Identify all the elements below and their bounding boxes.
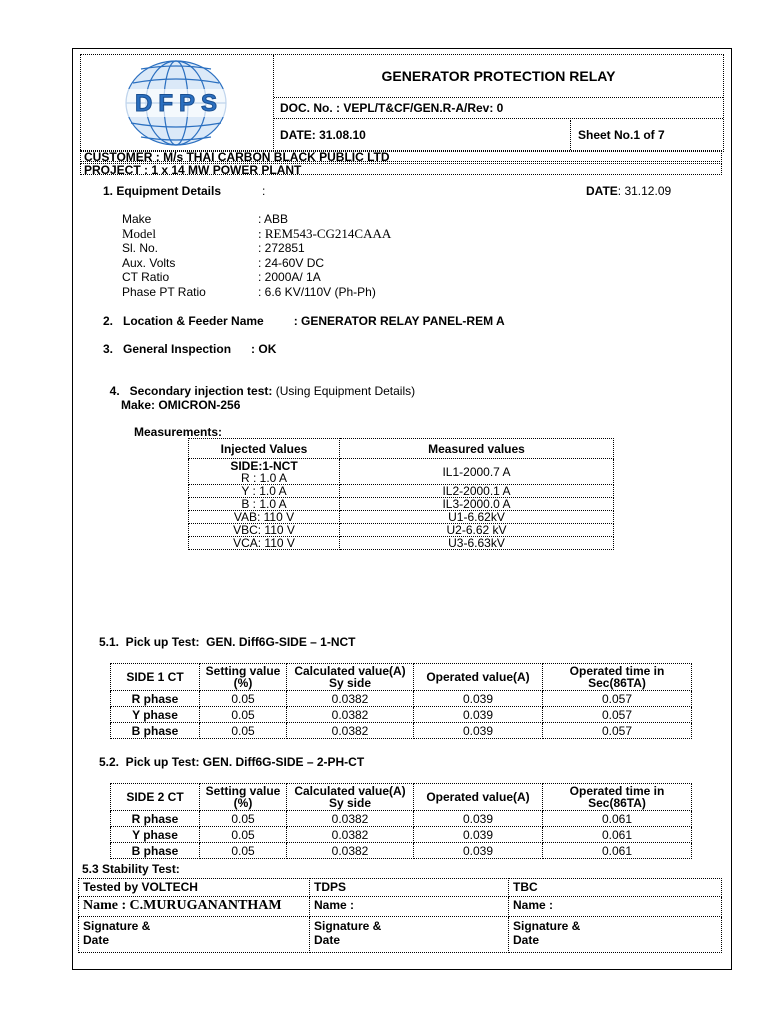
value-serial: : 272851 bbox=[258, 241, 305, 255]
cell-time: 0.057 bbox=[543, 691, 692, 707]
col-side: SIDE 1 CT bbox=[111, 664, 200, 691]
equipment-labels bbox=[122, 212, 206, 299]
signoff-tbc: TBC bbox=[509, 879, 722, 897]
tester-name: C.MURUGANANTHAM bbox=[129, 898, 282, 913]
location-feeder: 2. Location & Feeder Name : GENERATOR RELAY PANEL-REM A bbox=[103, 314, 505, 328]
cell-setting: 0.05 bbox=[200, 691, 287, 707]
cell-calculated: 0.0382 bbox=[287, 707, 414, 723]
header-date: DATE: 31.08.10 bbox=[274, 120, 571, 150]
stability-test-title: 5.3 Stability Test: bbox=[82, 862, 180, 876]
col-measured: Measured values bbox=[340, 439, 614, 459]
cell-setting: 0.05 bbox=[200, 723, 287, 739]
col-operated-time: Operated time in Sec(86TA) bbox=[543, 664, 692, 691]
doc-number: DOC. No. : VEPL/T&CF/GEN.R-A/Rev: 0 bbox=[274, 98, 723, 119]
col-side: SIDE 2 CT bbox=[111, 784, 200, 811]
col-operated: Operated value(A) bbox=[414, 664, 543, 691]
table-row bbox=[189, 524, 614, 537]
label-model: Model bbox=[122, 225, 156, 241]
col-calculated: Calculated value(A) Sy side bbox=[287, 784, 414, 811]
cell-measured: U1-6.62kV bbox=[340, 511, 614, 524]
cell-phase: R phase bbox=[111, 691, 200, 707]
logo-text: DFPS bbox=[134, 90, 223, 117]
cell-calculated: 0.0382 bbox=[287, 723, 414, 739]
secondary-injection-note: (Using Equipment Details) bbox=[272, 384, 416, 398]
cell-operated: 0.039 bbox=[414, 707, 543, 723]
pickup2-title: 5.2. Pick up Test: GEN. Diff6G-SIDE – 2-PH-CT bbox=[99, 755, 365, 769]
table-row bbox=[111, 691, 692, 707]
col-injected: Injected Values bbox=[189, 439, 340, 459]
signoff-table bbox=[78, 878, 722, 953]
cell-phase: Y phase bbox=[111, 827, 200, 843]
value-ct-ratio: : 2000A/ 1A bbox=[258, 270, 321, 284]
cell-injected: VAB: 110 V bbox=[189, 511, 340, 524]
cell-setting: 0.05 bbox=[200, 707, 287, 723]
label-aux-volts: Aux. Volts bbox=[122, 255, 176, 270]
signoff-name-3: Name : bbox=[509, 897, 722, 917]
col-operated: Operated value(A) bbox=[414, 784, 543, 811]
cell-phase: B phase bbox=[111, 843, 200, 859]
cell-operated: 0.039 bbox=[414, 691, 543, 707]
label-ct-ratio: CT Ratio bbox=[122, 270, 170, 284]
table-row bbox=[111, 707, 692, 723]
sig-line: Signature & bbox=[314, 919, 382, 933]
signoff-name-1 bbox=[79, 897, 310, 917]
cell-operated: 0.039 bbox=[414, 723, 543, 739]
table-row bbox=[189, 485, 614, 498]
signoff-sig-2 bbox=[310, 917, 509, 953]
document-title: GENERATOR PROTECTION RELAY bbox=[274, 55, 723, 98]
measurements-table bbox=[188, 438, 614, 550]
table-row bbox=[111, 827, 692, 843]
cell-operated: 0.039 bbox=[414, 843, 543, 859]
signoff-sig-3 bbox=[509, 917, 722, 953]
cell-calculated: 0.0382 bbox=[287, 691, 414, 707]
cell-injected: VCA: 110 V bbox=[189, 537, 340, 550]
cell-time: 0.061 bbox=[543, 827, 692, 843]
cell-injected: Y : 1.0 A bbox=[189, 485, 340, 498]
pickup2-table bbox=[110, 783, 692, 859]
cell-setting: 0.05 bbox=[200, 843, 287, 859]
table-row bbox=[189, 537, 614, 550]
cell-time: 0.061 bbox=[543, 843, 692, 859]
value-pt-ratio: : 6.6 KV/110V (Ph-Ph) bbox=[258, 284, 376, 299]
cell-setting: 0.05 bbox=[200, 811, 287, 827]
cell-injected: B : 1.0 A bbox=[189, 498, 340, 511]
make-omicron: Make: OMICRON-256 bbox=[121, 398, 241, 412]
cell-time: 0.057 bbox=[543, 723, 692, 739]
signoff-name-2: Name : bbox=[310, 897, 509, 917]
cell-measured: IL1-2000.7 A bbox=[340, 459, 614, 485]
cell-phase: R phase bbox=[111, 811, 200, 827]
col-calculated: Calculated value(A) Sy side bbox=[287, 664, 414, 691]
cell-injected: VBC: 110 V bbox=[189, 524, 340, 537]
sheet-number: Sheet No.1 of 7 bbox=[578, 128, 665, 142]
cell-measured: IL2-2000.1 A bbox=[340, 485, 614, 498]
col-setting: Setting value (%) bbox=[200, 784, 287, 811]
date-line: Date bbox=[83, 933, 110, 947]
cell-operated: 0.039 bbox=[414, 811, 543, 827]
company-logo bbox=[81, 55, 274, 151]
secondary-injection bbox=[103, 370, 415, 398]
equipment-values bbox=[258, 212, 391, 299]
cell-time: 0.061 bbox=[543, 811, 692, 827]
cell-operated: 0.039 bbox=[414, 827, 543, 843]
general-inspection: 3. General Inspection : OK bbox=[103, 342, 277, 356]
equipment-date-value: : 31.12.09 bbox=[617, 184, 672, 198]
signoff-tested-by: Tested by VOLTECH bbox=[79, 879, 310, 897]
value-make: : ABB bbox=[258, 212, 289, 226]
equipment-date-label: DATE bbox=[586, 184, 618, 198]
value-model: : REM543-CG214CAAA bbox=[258, 225, 392, 241]
cell-calculated: 0.0382 bbox=[287, 827, 414, 843]
equipment-date bbox=[586, 184, 671, 198]
customer-line: CUSTOMER : M/s THAI CARBON BLACK PUBLIC LTD bbox=[80, 150, 722, 162]
date-line: Date bbox=[513, 933, 540, 947]
table-row bbox=[189, 511, 614, 524]
measurements-title: Measurements: bbox=[134, 425, 223, 439]
cell-injected: R : 1.0 A bbox=[240, 470, 288, 485]
project-line: PROJECT : 1 x 14 MW POWER PLANT bbox=[80, 163, 722, 175]
equipment-details-heading: 1. Equipment Details bbox=[103, 184, 222, 198]
col-setting: Setting value (%) bbox=[200, 664, 287, 691]
secondary-injection-heading: 4. Secondary injection test: bbox=[109, 384, 273, 398]
pickup1-table bbox=[110, 663, 692, 739]
table-row bbox=[189, 459, 614, 485]
label-make: Make bbox=[122, 212, 152, 226]
cell-measured: U2-6.62 kV bbox=[340, 524, 614, 537]
heading-colon: : bbox=[262, 184, 266, 198]
value-aux-volts: : 24-60V DC bbox=[258, 255, 325, 270]
table-row bbox=[111, 811, 692, 827]
pickup1-title: 5.1. Pick up Test: GEN. Diff6G-SIDE – 1-NCT bbox=[99, 635, 356, 649]
cell-phase: B phase bbox=[111, 723, 200, 739]
side-label: SIDE:1-NCT bbox=[230, 458, 298, 473]
label-serial: Sl. No. bbox=[122, 241, 159, 255]
cell-setting: 0.05 bbox=[200, 827, 287, 843]
name-label: Name : bbox=[83, 898, 127, 913]
cell-phase: Y phase bbox=[111, 707, 200, 723]
cell-calculated: 0.0382 bbox=[287, 843, 414, 859]
sig-line: Signature & bbox=[513, 919, 581, 933]
table-row bbox=[189, 498, 614, 511]
table-row bbox=[111, 723, 692, 739]
sig-line: Signature & bbox=[83, 919, 151, 933]
cell-calculated: 0.0382 bbox=[287, 811, 414, 827]
signoff-tdps: TDPS bbox=[310, 879, 509, 897]
cell-measured: IL3-2000.0 A bbox=[340, 498, 614, 511]
signoff-sig-1 bbox=[79, 917, 310, 953]
label-pt-ratio: Phase PT Ratio bbox=[122, 284, 206, 299]
table-row bbox=[111, 843, 692, 859]
document-header bbox=[80, 54, 724, 152]
cell-time: 0.057 bbox=[543, 707, 692, 723]
cell-measured: U3-6.63kV bbox=[340, 537, 614, 550]
col-operated-time: Operated time in Sec(86TA) bbox=[543, 784, 692, 811]
date-line: Date bbox=[314, 933, 341, 947]
